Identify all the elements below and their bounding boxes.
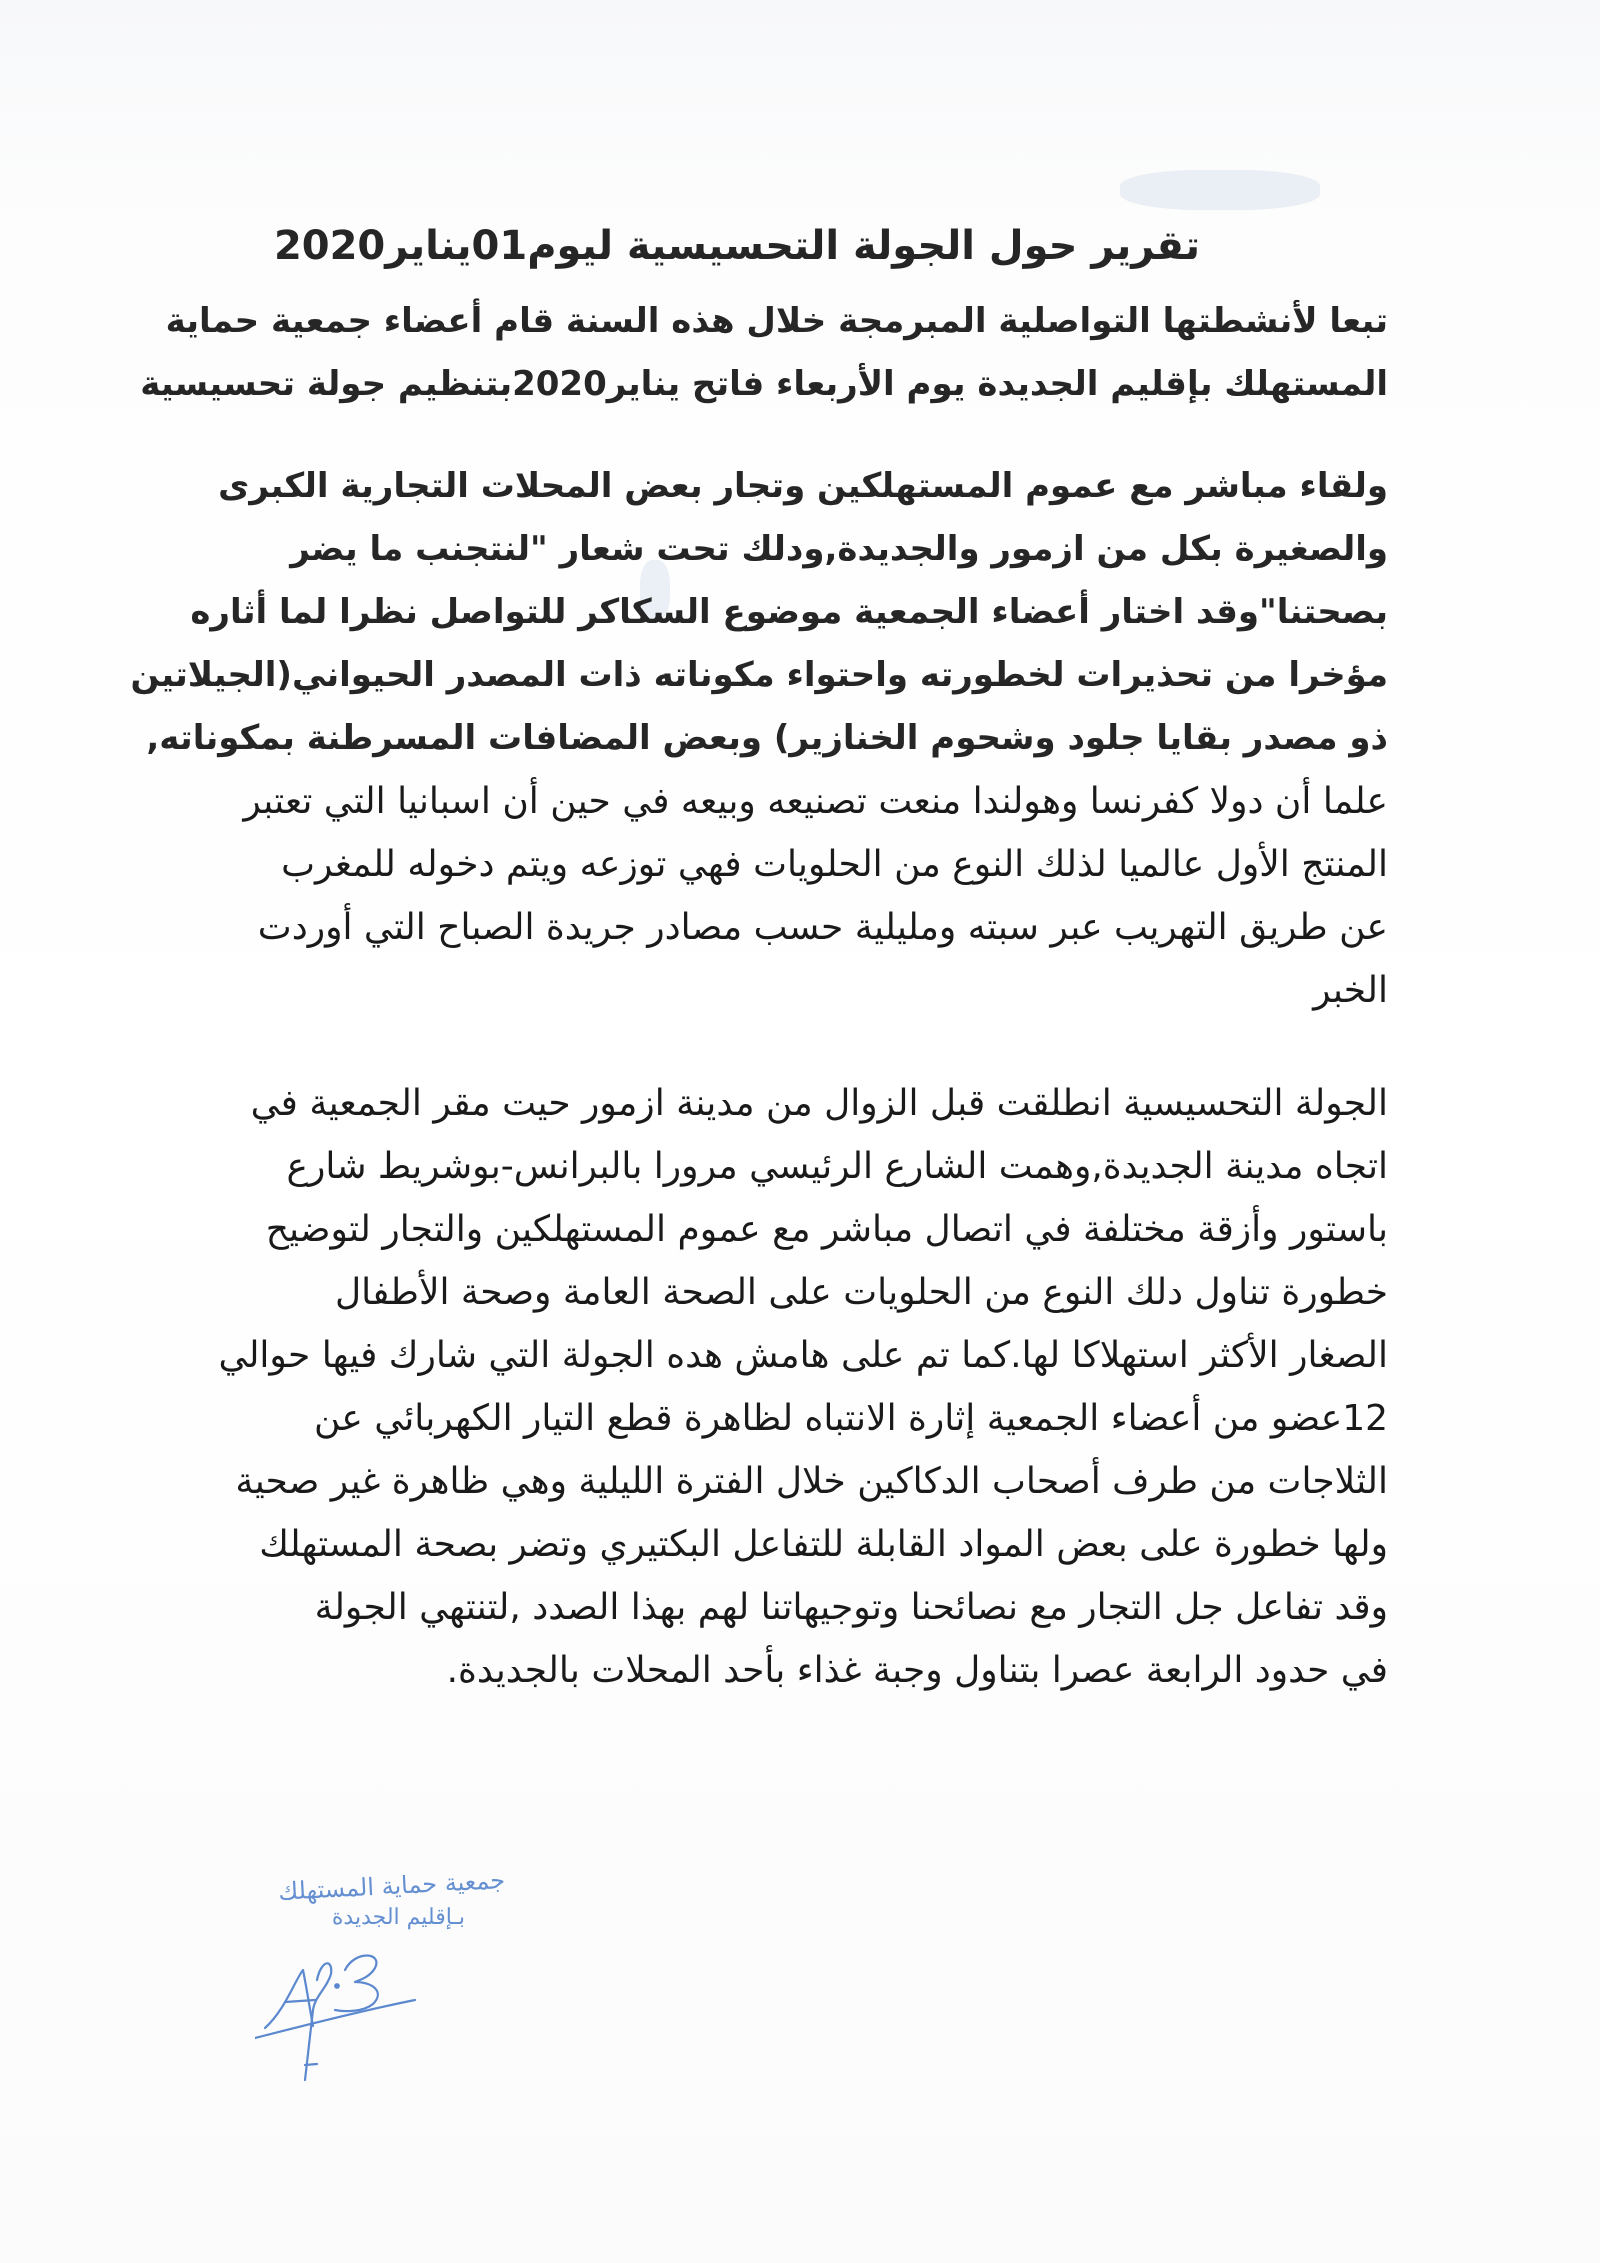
signature-stroke-a bbox=[265, 1970, 313, 2028]
scan-smudge bbox=[1120, 170, 1320, 210]
paragraph-tour bbox=[218, 1072, 1388, 1702]
text-line: باستور وأزقة مختلفة في اتصال مباشر مع عموم المستهلكين والتجار لتوضيح bbox=[265, 1209, 1388, 1250]
text-line: الثلاجات من طرف أصحاب الدكاكين خلال الفترة الليلية وهي ظاهرة غير صحية bbox=[235, 1461, 1388, 1502]
text-line: ولها خطورة على بعض المواد القابلة للتفاعل البكتيري وتضر بصحة المستهلك bbox=[259, 1524, 1388, 1565]
paragraph-context bbox=[131, 455, 1388, 1022]
stamp-line-province: بـإقليم الجديدة bbox=[331, 1905, 465, 1930]
text-line: والصغيرة بكل من ازمور والجديدة,ودلك تحت شعار "لنتجنب ما يضر bbox=[290, 529, 1388, 569]
text-line: وقد تفاعل جل التجار مع نصائحنا وتوجيهاتنا لهم بهذا الصدد ,لتنتهي الجولة bbox=[314, 1587, 1388, 1628]
text-line: بصحتنا"وقد اختار أعضاء الجمعية موضوع السكاكر للتواصل نظرا لما أثاره bbox=[190, 592, 1388, 632]
text-line: مؤخرا من تحذيرات لخطورته واحتواء مكوناته ذات المصدر الحيواني(الجيلاتين bbox=[130, 655, 1388, 695]
text-line: في حدود الرابعة عصرا بتناول وجبة غذاء بأحد المحلات بالجديدة. bbox=[446, 1650, 1388, 1691]
paragraph-intro bbox=[140, 290, 1388, 416]
text-line: خطورة تناول دلك النوع من الحلويات على الصحة العامة وصحة الأطفال bbox=[334, 1272, 1388, 1313]
signature-stroke-a-bar bbox=[285, 2000, 315, 2002]
signature-stroke-b bbox=[335, 1956, 378, 2012]
text-line: الخبر bbox=[1313, 970, 1388, 1011]
text-line: علما أن دولا كفرنسا وهولندا منعت تصنيعه وبيعه في حين أن اسبانيا التي تعتبر bbox=[243, 781, 1388, 822]
handwritten-signature-icon bbox=[255, 1940, 455, 2090]
signature-drawing bbox=[255, 1940, 455, 2090]
text-line: تبعا لأنشطتها التواصلية المبرمجة خلال هذه السنة قام أعضاء جمعية حماية bbox=[165, 301, 1388, 341]
signature-dot bbox=[335, 1984, 339, 1988]
stamp-line-association: جمعية حماية المستهلك bbox=[277, 1866, 506, 1906]
text-line: الجولة التحسيسية انطلقت قبل الزوال من مدينة ازمور حيت مقر الجمعية في bbox=[250, 1083, 1388, 1124]
text-line: المستهلك بإقليم الجديدة يوم الأربعاء فاتح يناير2020بتنظيم جولة تحسيسية bbox=[140, 364, 1388, 404]
text-line: اتجاه مدينة الجديدة,وهمت الشارع الرئيسي مرورا بالبرانس-بوشريط شارع bbox=[286, 1146, 1388, 1187]
association-stamp bbox=[205, 1860, 505, 1936]
text-line: عن طريق التهريب عبر سبته ومليلية حسب مصادر جريدة الصباح التي أوردت bbox=[257, 907, 1388, 948]
text-line: ولقاء مباشر مع عموم المستهلكين وتجار بعض المحلات التجارية الكبرى bbox=[218, 466, 1388, 506]
text-line: الصغار الأكثر استهلاكا لها.كما تم على هامش هده الجولة التي شارك فيها حوالي bbox=[218, 1335, 1388, 1376]
report-title: تقرير حول الجولة التحسيسية ليوم01يناير2020 bbox=[273, 222, 1200, 269]
text-line: المنتج الأول عالميا لذلك النوع من الحلويات فهي توزعه ويتم دخوله للمغرب bbox=[281, 844, 1388, 885]
text-line: 12عضو من أعضاء الجمعية إثارة الانتباه لظاهرة قطع التيار الكهربائي عن bbox=[313, 1398, 1388, 1439]
text-line: ذو مصدر بقايا جلود وشحوم الخنازير) وبعض المضافات المسرطنة بمكوناته, bbox=[146, 718, 1388, 758]
signature-underline bbox=[255, 2000, 415, 2038]
